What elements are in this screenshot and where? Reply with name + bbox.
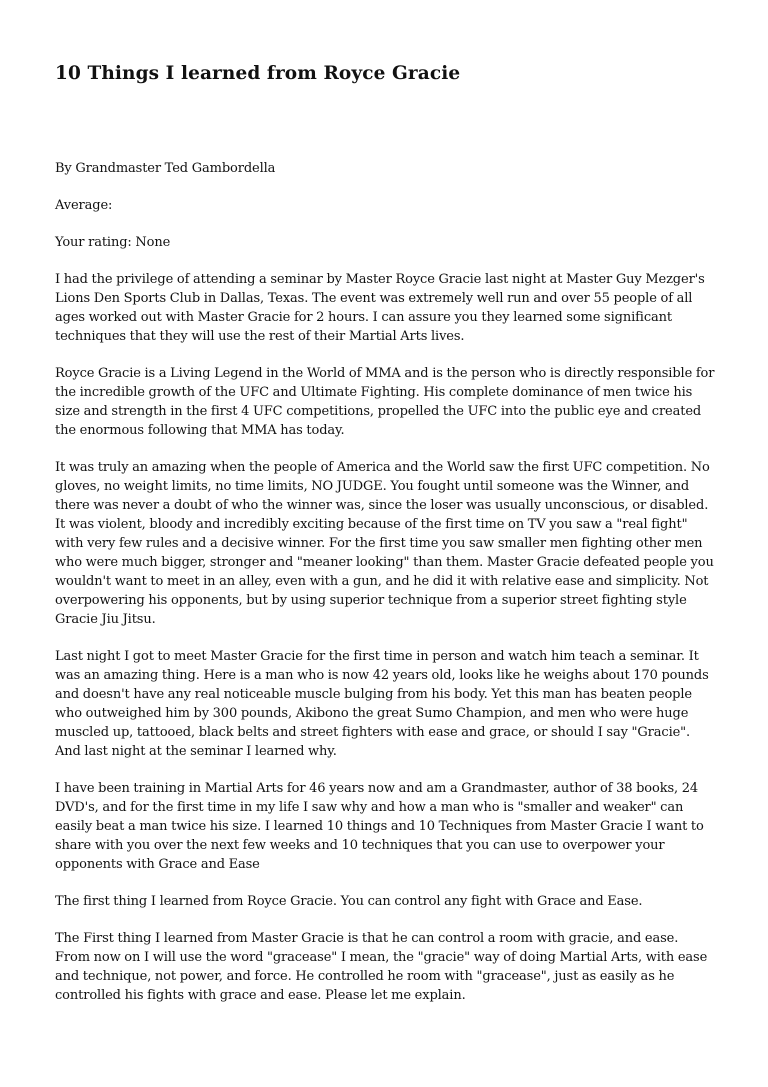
- paragraph: I had the privilege of attending a seminar by Master Royce Gracie last night at Master Guy Mezger's Lions Den Sports Club in Dallas, Texas. The event was extremely well run and over 55 people of all ages worked out with Master Gracie for 2 hours. I can assure you they learned some significant techniques that they will use the rest of their Martial Arts lives.: [55, 272, 705, 344]
- paragraph: The First thing I learned from Master Gracie is that he can control a room with gracie, and ease. From now on I will use the word "gracease" I mean, the "gracie" way of doing Martial Arts, with ease and technique, not power, and force. He controlled he room with "gracease", just as easily as he controlled his fights with grace and ease. Please let me explain.: [55, 931, 708, 1003]
- paragraph: It was truly an amazing when the people of America and the World saw the first UFC competition. No gloves, no weight limits, no time limits, NO JUDGE. You fought until someone was the Winner, and there was never a doubt of who the winner was, since the loser was usually unconscious, or disabled. It was violent, bloody and incredibly exciting because of the first time on TV you saw a "real fight" with very few rules and a decisive winner. For the first time you saw smaller men fighting other men who were much bigger, stronger and "meaner looking" than them. Master Gracie defeated people you wouldn't want to meet in an alley, even with a gun, and he did it with relative ease and simplicity. Not overpowering his opponents, but by using superior technique from a superior street fighting style Gracie Jiu Jitsu.: [55, 460, 714, 627]
- paragraph: Last night I got to meet Master Gracie for the first time in person and watch him teach a seminar. It was an amazing thing. Here is a man who is now 42 years old, looks like he weighs about 170 pounds and doesn't have any real noticeable muscle bulging from his body. Yet this man has beaten people who outweighed him by 300 pounds, Akibono the great Sumo Champion, and men who were huge muscled up, tattooed, black belts and street fighters with ease and grace, or should I say "Gracie". And last night at the seminar I learned why.: [55, 649, 709, 759]
- byline: By Grandmaster Ted Gambordella: [55, 161, 276, 176]
- document-title: 10 Things I learned from Royce Gracie: [55, 63, 461, 84]
- paragraph: I have been training in Martial Arts for 46 years now and am a Grandmaster, author of 38 books, 24 DVD's, and for the first time in my life I saw why and how a man who is "smaller and weaker" can easily beat a man twice his size. I learned 10 things and 10 Techniques from Master Gracie I want to share with you over the next few weeks and 10 techniques that you can use to overpower your opponents with Grace and Ease: [55, 781, 704, 872]
- paragraph: The first thing I learned from Royce Gracie. You can control any fight with Grace and Ease.: [55, 894, 643, 909]
- document-body: [55, 159, 715, 1023]
- paragraph: Royce Gracie is a Living Legend in the World of MMA and is the person who is directly responsible for the incredible growth of the UFC and Ultimate Fighting. His complete dominance of men twice his size and strength in the first 4 UFC competitions, propelled the UFC into the public eye and created the enormous following that MMA has today.: [55, 366, 715, 438]
- rating-label: Your rating: None: [55, 235, 171, 250]
- average-label: Average:: [55, 198, 113, 213]
